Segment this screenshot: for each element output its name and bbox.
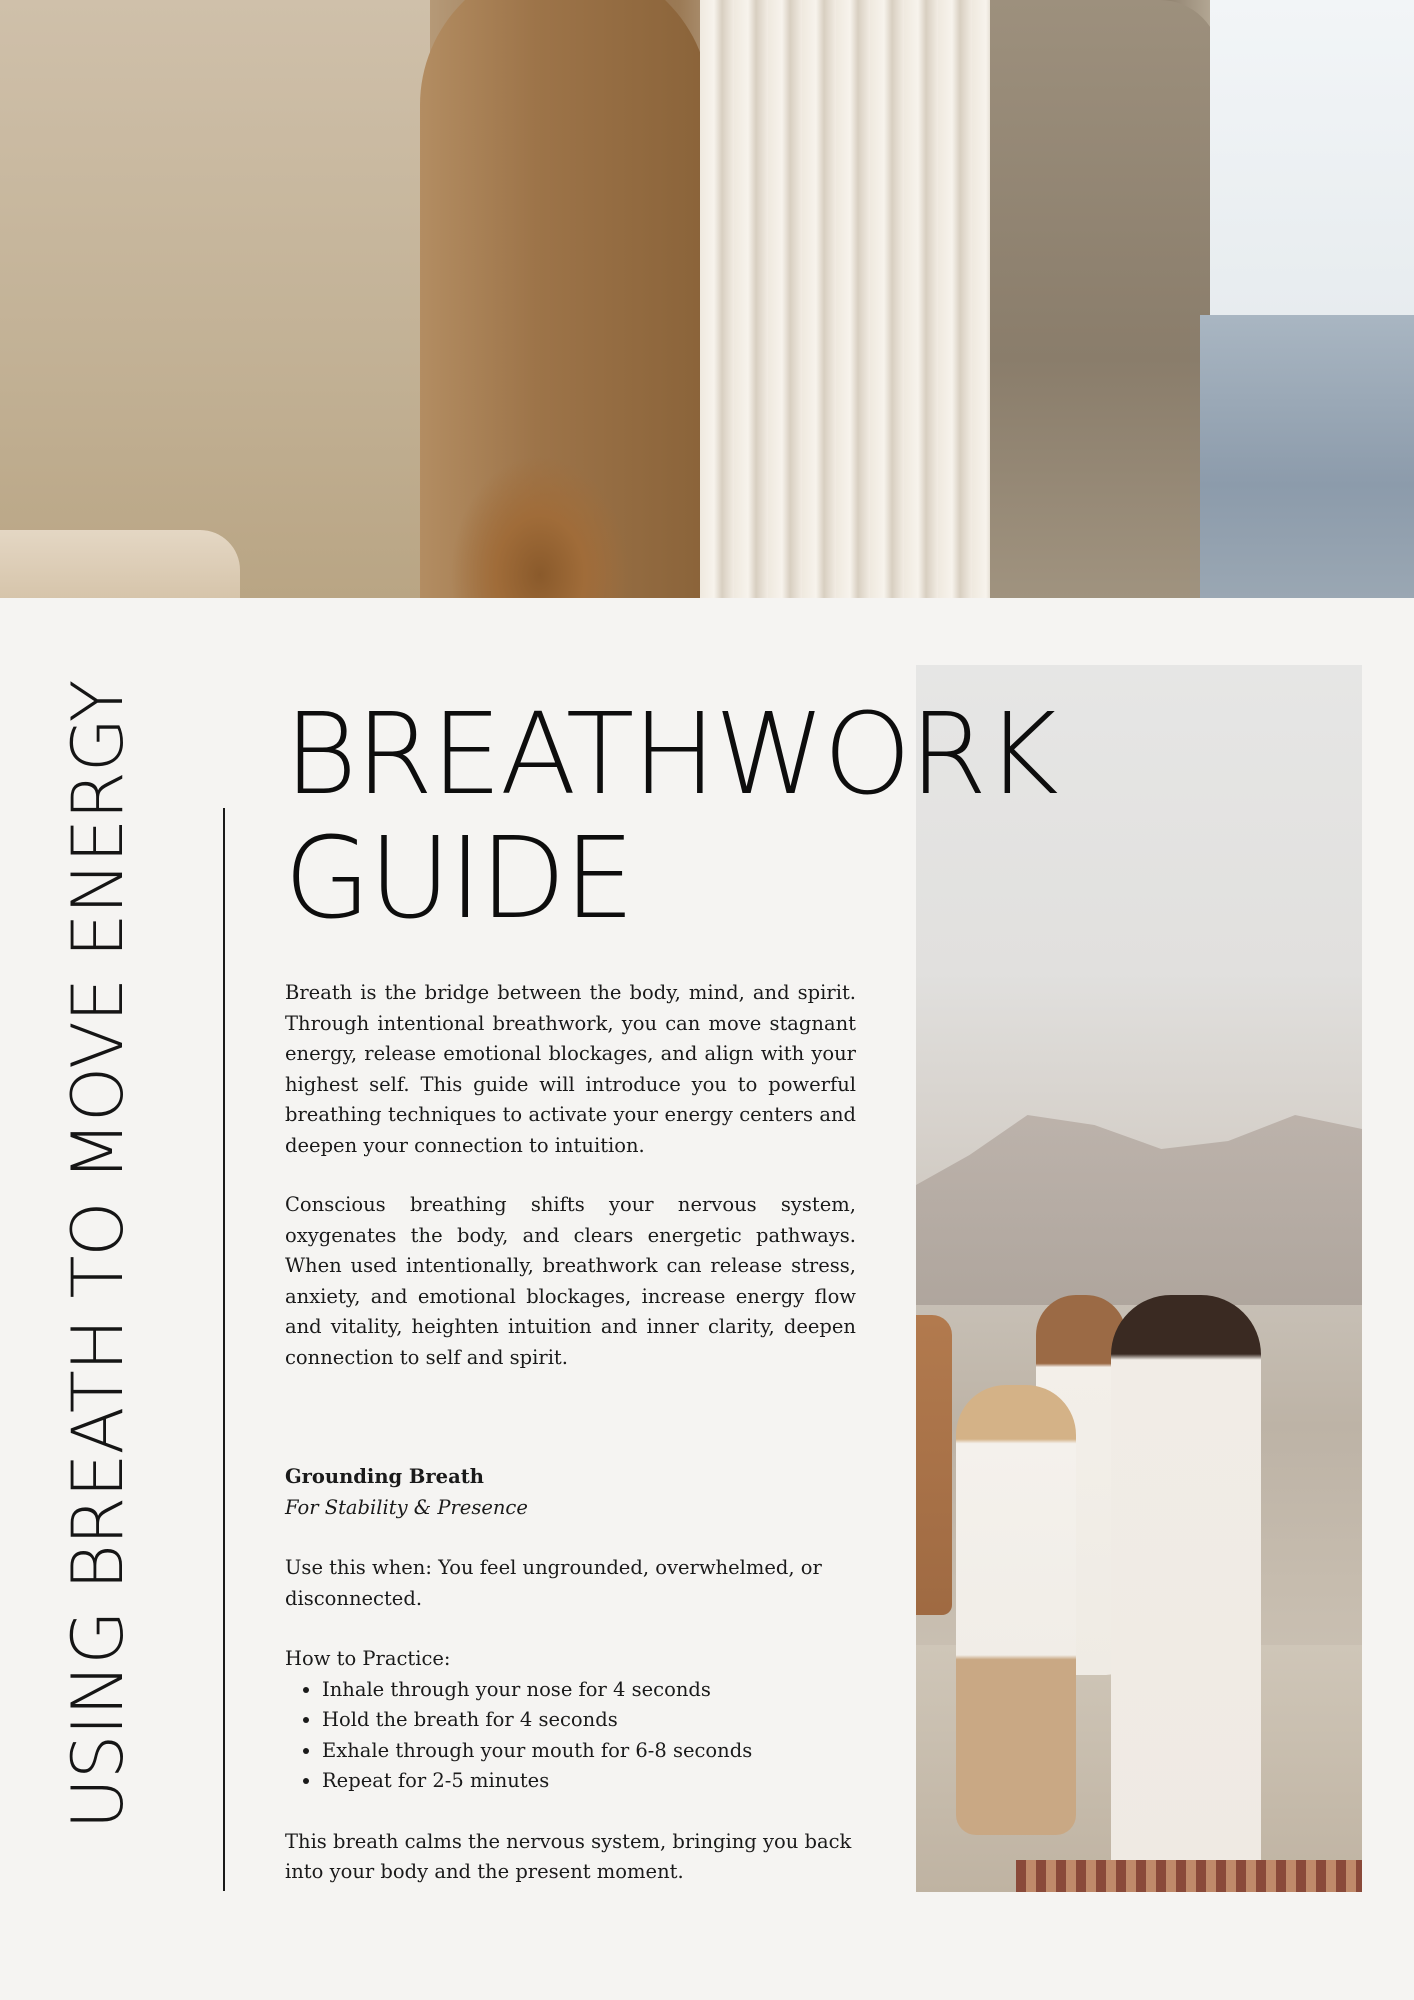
intro-paragraph-2: Conscious breathing shifts your nervous system, oxygenates the body, and clears energetic pathways. When used intentionally, breathwork can release stress, anxiety, and emotional blockages, increase energy flow and vitality, heighten intuition and inner clarity, deepen connection to self and spirit. (285, 1193, 856, 1369)
vertical-tagline: USING BREATH TO MOVE ENERGY (57, 680, 139, 1830)
technique-subtitle: For Stability & Presence (285, 1495, 528, 1519)
intro-paragraph-1: Breath is the bridge between the body, mind, and spirit. Through intentional breathwork, you can move stagnant energy, release emotional blockages, and align with your highest self. This guide will introduce you to powerful breathing techniques to activate your energy centers and deepen your connection to intuition. (285, 981, 856, 1157)
vertical-divider (223, 808, 225, 1891)
technique-use-when: Use this when: You feel ungrounded, overwhelmed, or disconnected. (285, 1556, 822, 1610)
how-to-label: How to Practice: (285, 1647, 451, 1670)
technique-heading: Grounding Breath (285, 1465, 484, 1488)
steps-list (285, 1675, 856, 1797)
page-title (284, 690, 1057, 944)
list-item: • Inhale through your nose for 4 seconds (322, 1675, 856, 1706)
technique-section (285, 1462, 856, 1888)
title-line-1: BREATHWORK (284, 690, 1057, 820)
title-line-2: GUIDE (284, 814, 633, 944)
list-item: • Repeat for 2-5 minutes (322, 1766, 856, 1797)
list-item: • Exhale through your mouth for 6-8 seconds (322, 1736, 856, 1767)
list-item: • Hold the breath for 4 seconds (322, 1705, 856, 1736)
technique-closing: This breath calms the nervous system, bringing you back into your body and the present moment. (285, 1829, 852, 1883)
hero-photo-interior-sea-view (0, 0, 1414, 598)
